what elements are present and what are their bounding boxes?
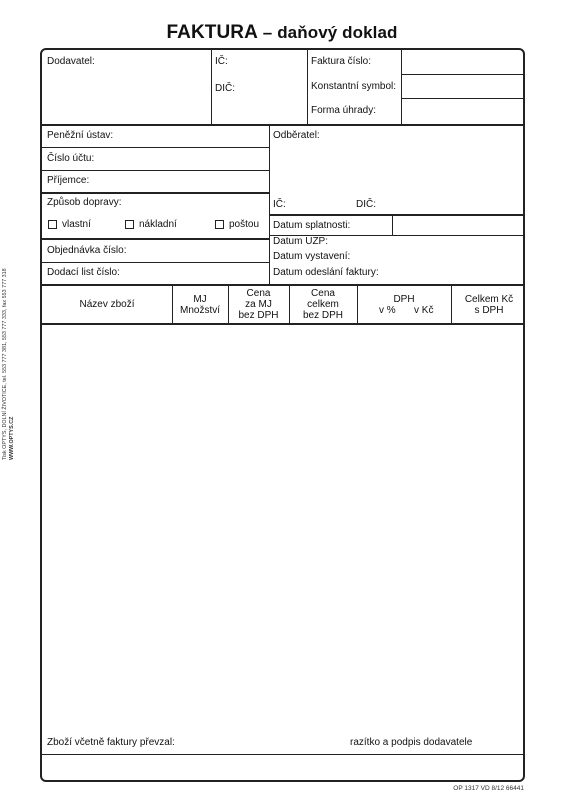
recipient-label: Příjemce:: [47, 175, 90, 186]
issue-date-label: Datum vystavení:: [273, 251, 351, 262]
divider: [401, 50, 402, 125]
col-vat-percent: v %: [379, 305, 396, 316]
invoice-number-label: Faktura číslo:: [311, 56, 372, 67]
shipping-label: Způsob dopravy:: [47, 197, 122, 208]
col-name-text: Název zboží: [79, 299, 135, 310]
divider: [42, 238, 269, 240]
supplier-dic-label: DIČ:: [215, 83, 235, 94]
col-mj-line1: MJ: [193, 294, 207, 305]
divider: [42, 754, 525, 755]
shipping-option-post: poštou: [229, 219, 260, 230]
divider: [42, 192, 269, 194]
col-header-name: [42, 299, 172, 310]
divider: [211, 50, 212, 125]
divider: [401, 74, 525, 75]
order-number-label: Objednávka číslo:: [47, 245, 127, 256]
goods-received-label: Zboží včetně faktury převzal:: [47, 737, 175, 748]
col-sum-line2: s DPH: [474, 305, 504, 316]
customer-dic-label: DIČ:: [356, 199, 376, 210]
checkbox-vlastni[interactable]: [48, 220, 57, 229]
divider: [42, 323, 525, 325]
col-total-line1: Cena: [311, 288, 335, 299]
divider: [42, 170, 269, 171]
col-sum-line1: Celkem Kč: [464, 294, 514, 305]
col-price-line2: za MJ: [245, 299, 272, 310]
form-code: OP 1317 VD 8/12 66441: [453, 785, 524, 792]
divider: [269, 125, 270, 215]
col-vat-subheaders: [357, 305, 451, 316]
form-title: [0, 22, 564, 44]
delivery-note-label: Dodací list číslo:: [47, 267, 120, 278]
col-total-line2: celkem: [307, 299, 339, 310]
title-main: FAKTURA: [166, 22, 258, 43]
constant-symbol-label: Konstantní symbol:: [311, 81, 397, 92]
divider: [269, 214, 525, 216]
col-header-unit-price: [228, 288, 289, 321]
supplier-ic-label: IČ:: [215, 56, 228, 67]
invoice-form: [40, 48, 525, 782]
col-header-vat: [357, 294, 451, 316]
divider: [392, 215, 393, 235]
title-sub: daňový doklad: [277, 23, 398, 42]
stamp-signature-label: razítko a podpis dodavatele: [350, 737, 473, 748]
divider: [42, 124, 525, 126]
bank-institution-label: Peněžní ústav:: [47, 130, 114, 141]
col-header-total-price: [289, 288, 357, 321]
title-dash: –: [262, 23, 273, 42]
divider: [269, 215, 270, 285]
col-header-mj: [172, 294, 228, 316]
divider: [307, 50, 308, 125]
due-date-label: Datum splatnosti:: [273, 220, 351, 231]
checkbox-nakladni[interactable]: [125, 220, 134, 229]
payment-form-label: Forma úhrady:: [311, 105, 377, 116]
supplier-label: Dodavatel:: [47, 56, 95, 67]
sent-date-label: Datum odeslání faktury:: [273, 267, 379, 278]
checkbox-postou[interactable]: [215, 220, 224, 229]
shipping-option-freight: nákladní: [139, 219, 177, 230]
col-total-line3: bez DPH: [302, 310, 343, 321]
uzp-date-label: Datum UZP:: [273, 236, 329, 247]
col-price-line1: Cena: [246, 288, 271, 299]
customer-ic-label: IČ:: [273, 199, 286, 210]
col-vat-line1: DPH: [393, 294, 415, 305]
printer-imprint-line: Tisk OPTYS, DOLNÍ ŽIVOTICE, tel. 553 777 381, 553 777 333, fax 553 777 318: [2, 268, 8, 460]
customer-label: Odběratel:: [273, 130, 320, 141]
col-price-line3: bez DPH: [238, 310, 279, 321]
divider: [42, 262, 269, 263]
col-header-total-with-vat: [451, 294, 525, 316]
printer-imprint-web: WWW.OPTYS.CZ: [9, 416, 15, 460]
col-vat-amount: v Kč: [414, 305, 434, 316]
divider: [42, 284, 525, 286]
account-number-label: Číslo účtu:: [47, 153, 95, 164]
divider: [401, 98, 525, 99]
divider: [42, 147, 269, 148]
col-mj-line2: Množství: [179, 305, 220, 316]
shipping-option-own: vlastní: [62, 219, 91, 230]
